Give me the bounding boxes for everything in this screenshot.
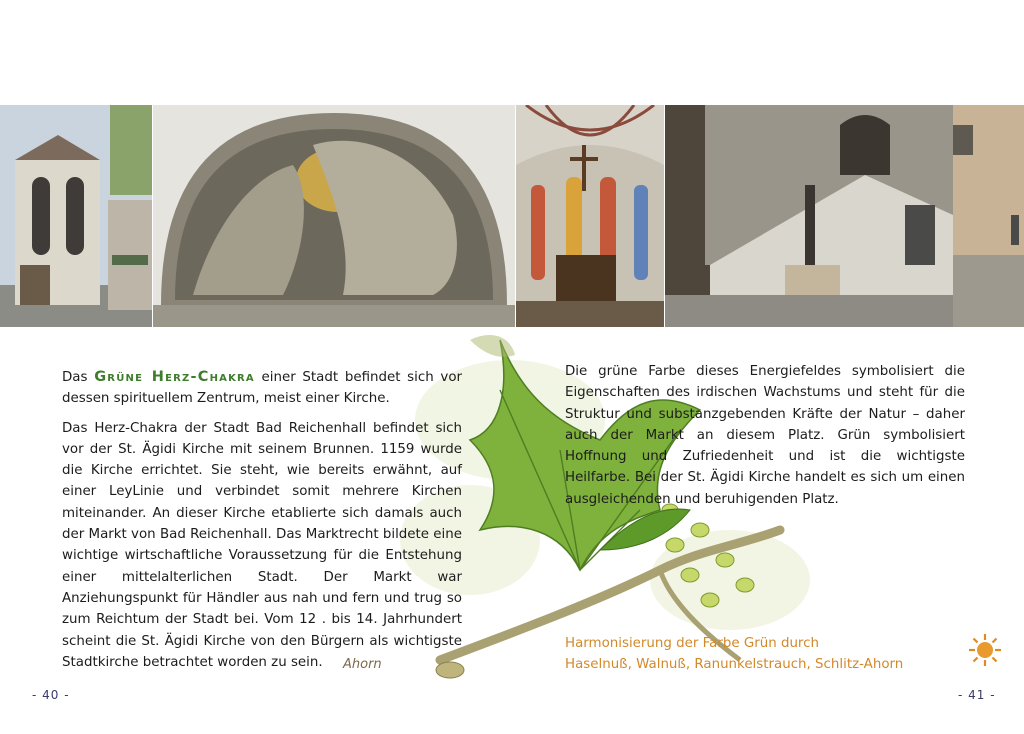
chakra-highlight: Grüne Herz-Chakra xyxy=(94,369,255,385)
harmonization-note xyxy=(565,633,965,675)
harmonization-line-2: Haselnuß, Walnuß, Ranunkelstrauch, Schlitz-Ahorn xyxy=(565,657,904,672)
fountain-photo xyxy=(665,105,953,327)
page-number-right: - 41 - xyxy=(958,688,996,702)
right-text-column xyxy=(565,361,965,518)
photo-strip xyxy=(0,105,1024,327)
church-tower-photo xyxy=(0,105,152,327)
illustration-caption: Ahorn xyxy=(343,657,382,672)
sun-icon xyxy=(968,633,1002,667)
symbolism-paragraph: Die grüne Farbe dieses Energiefeldes symbolisiert die Eigenschaften des irdischen Wachstums und steht für die Struktur und substanzgebenden Kräfte der Natur – daher auch der Markt an diesem Platz. Grün symbolisiert Hoffnung und Zufriedenheit und ist die wichtigste Heilfarbe. Bei der St. Ägidi Kirche handelt es sich um einen ausgleichenden und beruhigenden Platz. xyxy=(565,364,965,507)
left-text-column xyxy=(62,367,462,681)
intro-text-start: Das xyxy=(62,370,95,385)
intro-paragraph xyxy=(62,367,462,410)
page-number-left: - 40 - xyxy=(32,688,70,702)
church-interior-photo xyxy=(516,105,664,327)
history-paragraph: Das Herz-Chakra der Stadt Bad Reichenhall befindet sich vor der St. Ägidi Kirche mit seinem Brunnen. 1159 wurde die Kirche errichtet. Sie steht, wie bereits erwähnt, auf einer LeyLinie und verbindet somit mehrere Kirchen miteinander. An dieser Kirche etablierte sich damals auch der Markt von Bad Reichenhall. Das Marktrecht bildete eine wichtige wirtschaftliche Voraussetzung für die Entstehung einer mittelalterlichen Stadt. Der Markt war Anziehungspunkt für Händler aus nah und fern und trug so zum Reichtum der Stadt bei. Vom 12 . bis 14. Jahrhundert scheint die St. Ägidi Kirche von den Bürgern als wichtigste Stadtkirche betrachtet worden zu sein. xyxy=(62,420,462,670)
relief-photo xyxy=(153,105,515,327)
intro-text-end: einer Stadt befindet sich vor dessen spirituellem Zentrum, meist einer Kirche. xyxy=(62,370,463,407)
building-photo xyxy=(953,105,1024,327)
harmonization-line-1: Harmonisierung der Farbe Grün durch xyxy=(565,636,819,651)
